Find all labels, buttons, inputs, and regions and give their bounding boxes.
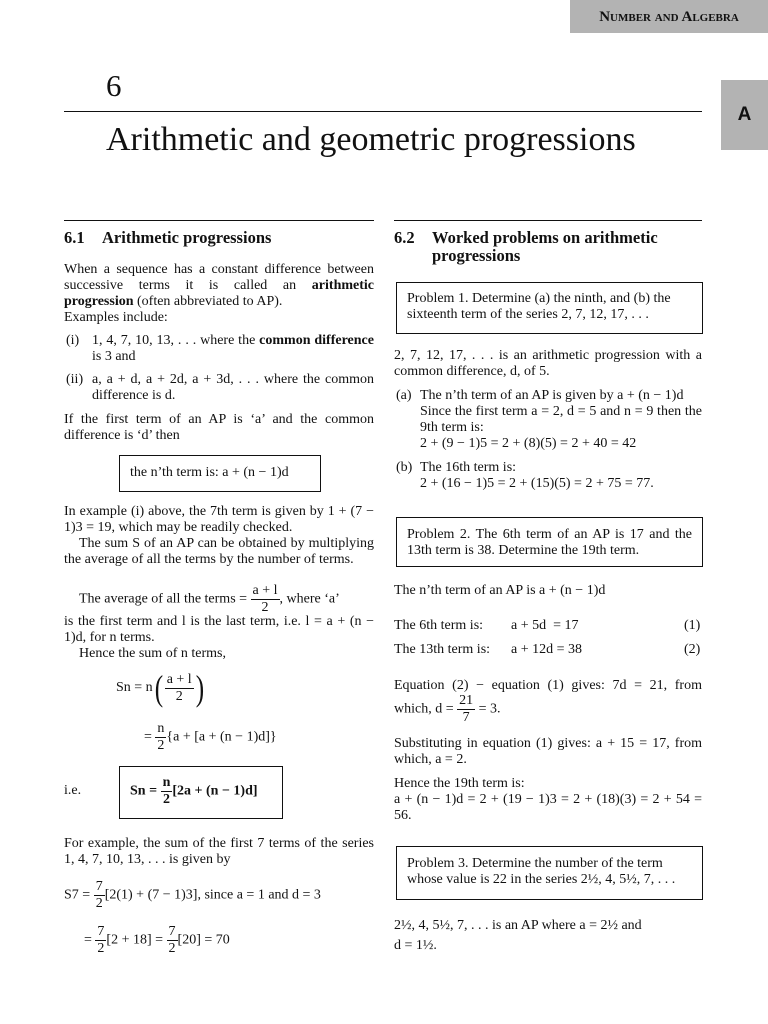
section-rule-6-1 <box>64 220 374 221</box>
s7-den: 2 <box>95 896 103 911</box>
section-rule-6-2 <box>394 220 702 221</box>
average-fraction <box>251 584 280 615</box>
eq2-label: The 13th term is: <box>394 642 491 657</box>
subtraction-num: 21 <box>459 693 474 708</box>
average-continuation: is the first term and l is the last term, i.e. l = a + (n − 1)d, for n terms. <box>64 614 374 645</box>
eq1-number: (1) <box>684 618 701 633</box>
s7b-fraction-2 <box>167 925 178 956</box>
chapter-number: 6 <box>106 68 122 103</box>
part-header-band <box>570 0 768 33</box>
sum-formula-2-fraction <box>155 722 166 753</box>
sum-formula-box <box>119 766 283 819</box>
example-1-text <box>92 333 374 365</box>
average-text: The average of all the terms = <box>79 591 248 607</box>
examples-label: Examples include: <box>64 310 168 325</box>
problem-2-nth-term: The n’th term of an AP is a + (n − 1)d <box>394 583 606 598</box>
s7-num: 7 <box>95 879 103 894</box>
average-text-end: , where ‘a’ <box>279 591 340 607</box>
example-2-label: (ii) <box>66 372 84 387</box>
example-1-end: is 3 and <box>92 349 136 364</box>
sum-formula-den: 2 <box>175 688 183 704</box>
problem-1-box <box>396 282 703 334</box>
average-fraction-den: 2 <box>261 600 269 615</box>
s7b-fraction-1 <box>95 925 106 956</box>
substitution-paragraph: Substituting in equation (1) gives: a + 15 = 17, from which, a = 2. <box>394 736 702 767</box>
part-a-line-3: 2 + (9 − 1)5 = 2 + (8)(5) = 2 + 40 = 42 <box>420 436 637 451</box>
problem-3-text-line-1: 2½, 4, 5½, 7, . . . is an AP where a = 2½ and <box>394 918 642 933</box>
average-fraction-num: a + l <box>252 583 278 598</box>
section-title-line-2: progressions <box>432 246 521 265</box>
sum-paragraph: The sum S of an AP can be obtained by multiplying the average of all the terms by the number of terms. <box>64 536 374 567</box>
part-b-line-1: The 16th term is: <box>420 460 517 475</box>
sum-formula-lhs: Sn = n <box>116 680 153 696</box>
s7b-num-2: 7 <box>168 924 176 939</box>
s7-line-1 <box>64 880 321 911</box>
left-paren: ( <box>154 668 163 708</box>
s7b-end: [20] = 70 <box>177 932 230 948</box>
sum-box-fraction <box>161 776 173 807</box>
s7b-mid: [2 + 18] = <box>106 932 164 948</box>
problem-3-line-1: Problem 3. Determine the number of the term <box>407 856 663 871</box>
s7b-den-2: 2 <box>168 941 176 956</box>
sum-formula-2-rest: {a + [a + (n − 1)d]} <box>166 729 277 745</box>
sum-example-paragraph: For example, the sum of the first 7 terms of the series 1, 4, 7, 10, 13, . . . is given by <box>64 836 374 867</box>
part-a-line-1: The n’th term of an AP is given by a + (n − 1)d <box>420 388 684 403</box>
sum-box-den: 2 <box>162 792 170 807</box>
example-1-label: (i) <box>66 333 80 348</box>
example-paragraph: In example (i) above, the 7th term is given by 1 + (7 − 1)3 = 19, which may be readily checked. <box>64 504 374 535</box>
sum-box-rest: [2a + (n − 1)d] <box>172 783 258 799</box>
section-heading-6-2 <box>394 228 702 247</box>
part-tab-letter: A <box>737 104 752 125</box>
section-title-line-1: Worked problems on arithmetic <box>432 228 658 247</box>
s7-line-2: = $\frac{7}{2}$ [2 + 18] = $\frac{7}{2}$ [20] = 70 <box>84 924 230 956</box>
hence-19th-term: Hence the 19th term is: <box>394 776 525 791</box>
section-title: Arithmetic progressions <box>102 228 272 247</box>
s7-lhs: S7 = <box>64 887 91 903</box>
section-number: 6.1 <box>64 228 85 247</box>
subtraction-text: Equation (2) − equation (1) gives: 7d = 21, from which, d = <box>394 678 702 717</box>
s7-fraction <box>94 880 105 911</box>
eq1: a + 5d = 17 <box>511 618 579 633</box>
eq1-label: The 6th term is: <box>394 618 484 633</box>
average-line <box>79 584 374 615</box>
part-b-line-2: 2 + (16 − 1)5 = 2 + (15)(5) = 2 + 75 = 77. <box>420 476 654 491</box>
s7-rest: [2(1) + (7 − 1)3], since a = 1 and d = 3 <box>104 887 321 903</box>
problem-1-statement: Problem 1. Determine (a) the ninth, and (b) the sixteenth term of the series 2, 7, 12, 17, . . . <box>407 291 671 322</box>
chapter-rule <box>64 111 702 112</box>
sum-formula-fraction <box>165 673 194 704</box>
sum-formula-2-den: 2 <box>157 738 165 753</box>
subtraction-den: 7 <box>462 710 470 725</box>
first-term-paragraph: If the first term of an AP is ‘a’ and the common difference is ‘d’ then <box>64 412 374 443</box>
sum-box-num: n <box>162 775 171 790</box>
problem-3-line-2: whose value is 22 in the series 2½, 4, 5½, 7, . . . <box>407 872 676 887</box>
sum-formula-2-num: n <box>157 721 165 736</box>
subtraction-end: = 3. <box>478 701 501 717</box>
eq2-number: (2) <box>684 642 701 657</box>
right-paren: ) <box>195 668 204 708</box>
part-a-label: (a) <box>396 388 412 403</box>
problem-2-box <box>396 517 703 567</box>
problem-1-intro: 2, 7, 12, 17, . . . is an arithmetic progression with a common difference, d, of 5. <box>394 348 702 379</box>
nth-term-formula-box <box>119 455 321 492</box>
part-tab <box>721 80 768 150</box>
eq2: a + 12d = 38 <box>511 642 583 657</box>
sum-formula-line-2: = $\frac{n}{2}$ {a + [a + (n − 1)d]} <box>144 721 277 753</box>
part-header-label: Number and Algebra <box>599 9 739 25</box>
example-1-body: 1, 4, 7, 10, 13, . . . where the <box>92 333 256 348</box>
ie-label: i.e. <box>64 783 82 798</box>
intro-text: When a sequence has a constant difference between successive terms it is called an <box>64 262 374 293</box>
problem-3-text-line-2: d = 1½. <box>394 938 437 953</box>
s7b-den-1: 2 <box>97 941 105 956</box>
sum-box-lhs: Sn = <box>130 783 158 799</box>
problem-2-statement: Problem 2. The 6th term of an AP is 17 and the 13th term is 38. Determine the 19th term. <box>407 527 692 558</box>
part-b-label: (b) <box>396 460 413 475</box>
intro-term-bold: arithmetic progression <box>64 278 374 309</box>
section-heading-6-1 <box>64 228 374 247</box>
nth-term-formula: the n’th term is: a + (n − 1)d <box>130 465 289 480</box>
chapter-title: Arithmetic and geometric progressions <box>106 121 636 158</box>
example-2-text: a, a + d, a + 2d, a + 3d, . . . where the common difference is d. <box>92 372 374 403</box>
19th-term-calculation: a + (n − 1)d = 2 + (19 − 1)3 = 2 + (18)(3) = 2 + 54 = 56. <box>394 792 702 823</box>
subtraction-paragraph <box>394 678 702 725</box>
part-a-line-2: Since the first term a = 2, d = 5 and n = 9 then the 9th term is: <box>420 404 702 435</box>
hence-text: Hence the sum of n terms, <box>79 646 226 661</box>
sum-formula-line-1 <box>116 670 206 706</box>
section-number: 6.2 <box>394 228 415 247</box>
intro-text-end: (often abbreviated to AP). <box>137 294 283 309</box>
example-1-bold: common difference <box>259 333 374 348</box>
s7b-num-1: 7 <box>97 924 105 939</box>
subtraction-fraction <box>457 694 475 725</box>
sum-formula-num: a + l <box>166 671 192 687</box>
intro-paragraph <box>64 262 374 310</box>
problem-3-box <box>396 846 703 900</box>
